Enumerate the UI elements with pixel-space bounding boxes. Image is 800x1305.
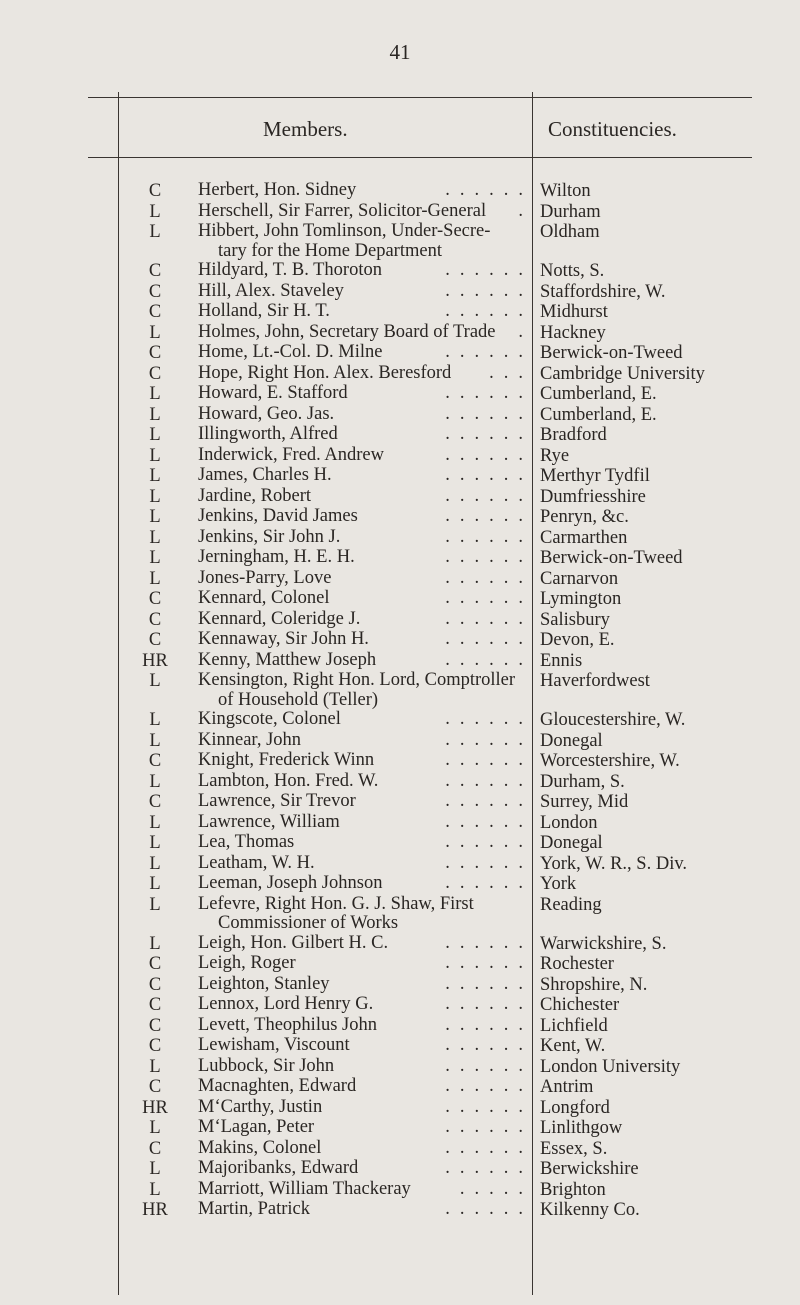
table-row [0,651,800,672]
leader-dots: . [518,200,533,221]
page-number: 41 [389,40,411,64]
party-code: L [149,1056,161,1077]
member-name: Holmes, John, Secretary Board of Trade [198,321,496,342]
member-cell [198,200,533,222]
member-name: Holland, Sir H. T. [198,301,330,321]
member-cell [198,342,533,363]
constituency: Dumfriesshire [540,486,646,507]
member-name-continuation: Commissioner of Works [218,913,399,933]
constituency: Rochester [540,954,614,974]
member-name: Makins, Colonel [198,1137,322,1158]
constituency: Merthyr Tydfil [540,466,650,486]
table-row [0,1057,800,1078]
table-row [0,833,800,854]
constituency: Berwickshire [540,1159,639,1179]
table-row [0,343,800,364]
table-row [0,1036,800,1057]
member-name: Knight, Frederick Winn [198,750,375,770]
constituency: Gloucestershire, W. [540,710,686,730]
member-name: Lambton, Hon. Fred. W. [198,770,379,791]
member-cell [198,873,533,894]
member-cell [198,1137,533,1159]
leader-dots: ...... [445,180,533,200]
member-cell [198,671,528,710]
member-name: Leigh, Hon. Gilbert H. C. [198,932,389,953]
member-name: Herschell, Sir Farrer, Solicitor-General [198,200,487,221]
leader-dots: ...... [445,629,533,649]
constituency: Rye [540,445,570,466]
member-name: Leighton, Stanley [198,973,330,994]
member-name: Kenny, Matthew Joseph [198,649,377,670]
table-row [0,813,800,834]
table-row [0,1159,800,1180]
constituency: Lichfield [540,1015,608,1036]
party-code: C [148,589,162,609]
leader-dots: ...... [445,832,533,852]
constituency: Warwickshire, S. [540,933,667,954]
table-row [0,589,800,610]
member-name: Martin, Patrick [198,1199,311,1219]
table-row [0,1180,800,1201]
constituency: York, W. R., S. Div. [540,853,688,874]
member-cell [198,321,533,343]
members-column-header: Members. [263,117,348,141]
party-code: C [148,974,162,995]
table-row [0,1139,800,1160]
member-cell [198,403,533,425]
member-name: Hibbert, John Tomlinson, Under-Secre- [198,221,491,241]
member-cell [198,1199,533,1220]
party-code: C [148,1138,162,1159]
constituency: Berwick-on-Tweed [540,548,683,568]
party-code: C [148,995,162,1015]
party-code: L [149,1179,161,1200]
member-name: Kingscote, Colonel [198,709,341,729]
member-cell [198,608,533,630]
party-code: L [149,730,161,751]
leader-dots: ..... [459,1178,533,1199]
constituency: Wilton [540,181,591,201]
party-code: L [149,445,161,466]
party-code: L [149,894,161,915]
member-cell [198,588,533,609]
leader-dots: ...... [445,1117,533,1137]
table-row [0,874,800,895]
party-code: C [148,343,162,363]
constituency: Linlithgow [540,1118,623,1138]
party-code: L [149,486,161,507]
leader-dots: ...... [445,301,533,321]
leader-dots: ...... [445,1014,533,1035]
leader-dots: ...... [445,506,533,526]
constituency: Lymington [540,589,622,609]
member-cell [198,973,533,995]
member-cell [198,953,533,974]
table-row [0,282,800,303]
party-code: L [149,384,161,404]
table-top-rule [88,97,752,98]
leader-dots: ...... [445,588,533,608]
party-code: L [149,853,161,874]
party-code: HR [142,1200,168,1220]
member-cell [198,811,533,833]
member-cell [198,547,533,568]
member-name: Home, Lt.-Col. D. Milne [198,342,383,362]
leader-dots: ...... [445,750,533,770]
constituency: London University [540,1056,681,1077]
member-cell [198,1076,533,1097]
party-code: L [149,404,161,425]
party-code: C [148,1015,162,1036]
member-cell [198,832,533,853]
table-row [0,528,800,549]
member-name: Marriott, William Thackeray [198,1178,411,1199]
member-name: Leeman, Joseph Johnson [198,873,383,893]
member-name-continuation: tary for the Home Department [218,240,442,261]
party-code: L [149,833,161,853]
table-row [0,671,800,710]
member-cell [198,222,528,261]
party-code: L [149,548,161,568]
party-code: C [148,363,162,384]
constituency: Devon, E. [540,630,615,650]
member-name: Leigh, Roger [198,953,296,973]
member-cell [198,260,533,281]
leader-dots: ...... [445,973,533,994]
member-cell [198,852,533,874]
leader-dots: ...... [445,424,533,444]
table-row [0,751,800,772]
member-cell [198,180,533,201]
member-name: Illingworth, Alfred [198,424,338,444]
table-row [0,181,800,202]
table-row [0,731,800,752]
party-code: L [149,874,161,894]
table-row [0,548,800,569]
party-code: L [149,710,161,730]
leader-dots: ...... [445,608,533,629]
member-name: Kinnear, John [198,729,302,750]
member-name: Kennard, Coleridge J. [198,608,361,629]
member-cell [198,649,533,671]
constituency: Oldham [540,222,600,242]
table-row [0,1200,800,1221]
party-code: L [149,425,161,445]
party-code: L [149,671,161,691]
leader-dots: ...... [445,1035,533,1055]
member-name: Jerningham, H. E. H. [198,547,355,567]
leader-dots: ...... [445,709,533,729]
constituency: Staffordshire, W. [540,281,666,302]
member-cell [198,1055,533,1077]
member-name: Macnaghten, Edward [198,1076,357,1096]
member-cell [198,567,533,589]
member-name: Kennaway, Sir John H. [198,629,369,649]
leader-dots: ...... [445,932,533,953]
table-row [0,854,800,875]
constituency: Kent, W. [540,1036,606,1056]
leader-dots: ...... [445,567,533,588]
table-row [0,934,800,955]
member-name: Kensington, Right Hon. Lord, Comptroller [198,670,516,690]
constituency: Cumberland, E. [540,404,657,425]
table-row [0,710,800,731]
party-code: L [149,1118,161,1138]
member-name: Hildyard, T. B. Thoroton [198,260,382,280]
constituency: Berwick-on-Tweed [540,343,683,363]
constituency: Penryn, &c. [540,507,629,527]
table-row [0,261,800,282]
member-cell [198,1014,533,1036]
member-cell [198,526,533,548]
member-name: Lennox, Lord Henry G. [198,994,374,1014]
leader-dots: ...... [445,444,533,465]
constituency: Donegal [540,730,603,751]
member-cell [198,932,533,954]
member-cell [198,465,533,486]
constituency: Donegal [540,833,603,853]
member-name: Hill, Alex. Staveley [198,280,344,301]
party-code: C [148,261,162,281]
member-name: Levett, Theophilus John [198,1014,377,1035]
member-cell [198,1178,533,1200]
party-code: HR [142,1097,168,1118]
constituency: Essex, S. [540,1138,608,1159]
member-name: Lefevre, Right Hon. G. J. Shaw, First [198,893,474,914]
member-cell [198,1035,533,1056]
member-cell [198,301,533,322]
member-cell [198,362,533,384]
table-row [0,364,800,385]
party-code: C [148,281,162,302]
table-row [0,202,800,223]
leader-dots: ... [489,362,533,383]
party-code: C [148,1036,162,1056]
leader-dots: ...... [445,791,533,811]
table-row [0,487,800,508]
table-row [0,569,800,590]
party-code: C [148,792,162,812]
member-name: Majoribanks, Edward [198,1158,359,1178]
member-name: M‘Carthy, Justin [198,1096,323,1117]
member-name: Herbert, Hon. Sidney [198,180,357,200]
constituency: Cambridge University [540,363,705,384]
member-name: Jones-Parry, Love [198,567,332,588]
constituency: Reading [540,894,602,915]
leader-dots: ...... [445,729,533,750]
party-code: C [148,181,162,201]
header-bottom-rule [88,157,752,158]
party-code: C [148,302,162,322]
member-name: Inderwick, Fred. Andrew [198,444,384,465]
party-code: L [149,527,161,548]
table-row [0,995,800,1016]
table-row [0,772,800,793]
party-code: L [149,222,161,242]
member-cell [198,770,533,792]
member-cell [198,1158,533,1179]
member-cell [198,506,533,527]
constituency: Worcestershire, W. [540,751,680,771]
constituency: Durham [540,201,601,222]
constituency: London [540,812,598,833]
member-name: M‘Lagan, Peter [198,1117,315,1137]
constituency: Ennis [540,650,583,671]
leader-dots: ...... [445,1137,533,1158]
party-code: L [149,1159,161,1179]
members-table-body [0,181,800,1221]
constituency: Chichester [540,995,620,1015]
constituency: Durham, S. [540,771,625,792]
table-row [0,405,800,426]
table-row [0,1016,800,1037]
member-name: Jardine, Robert [198,485,312,506]
table-row [0,954,800,975]
member-cell [198,383,533,404]
leader-dots: ...... [445,1096,533,1117]
member-name: Howard, Geo. Jas. [198,403,335,424]
leader-dots: ...... [445,260,533,280]
leader-dots: ...... [445,994,533,1014]
constituency: Shropshire, N. [540,974,648,995]
member-name: Jenkins, Sir John J. [198,526,341,547]
party-code: C [148,751,162,771]
table-row [0,507,800,528]
constituency: Haverfordwest [540,671,650,691]
leader-dots: ...... [445,1055,533,1076]
party-code: C [148,954,162,974]
leader-dots: ...... [445,485,533,506]
member-cell [198,994,533,1015]
table-row [0,302,800,323]
party-code: HR [142,650,168,671]
member-name: Lewisham, Viscount [198,1035,350,1055]
leader-dots: ...... [445,649,533,670]
leader-dots: ...... [445,1076,533,1096]
leader-dots: ...... [445,1199,533,1219]
table-row [0,466,800,487]
constituency: Cumberland, E. [540,384,657,404]
constituency: Hackney [540,322,606,343]
table-row [0,610,800,631]
member-cell [198,750,533,771]
constituencies-column-header: Constituencies. [548,117,677,141]
table-row [0,446,800,467]
leader-dots: ...... [445,280,533,301]
member-name: Howard, E. Stafford [198,383,348,403]
party-code: L [149,771,161,792]
member-cell [198,280,533,302]
member-name: Jenkins, David James [198,506,358,526]
table-row [0,792,800,813]
table-row [0,1098,800,1119]
member-cell [198,444,533,466]
constituency: Longford [540,1097,610,1118]
member-cell [198,895,528,934]
table-row [0,630,800,651]
constituency: Midhurst [540,302,608,322]
table-row [0,975,800,996]
party-code: L [149,812,161,833]
leader-dots: ...... [445,770,533,791]
leader-dots: ...... [445,465,533,485]
table-row [0,895,800,934]
member-cell [198,729,533,751]
member-name: James, Charles H. [198,465,332,485]
member-name: Lawrence, Sir Trevor [198,791,356,811]
constituency: Carnarvon [540,568,619,589]
leader-dots: ...... [445,953,533,973]
leader-dots: ...... [445,811,533,832]
member-name: Kennard, Colonel [198,588,330,608]
leader-dots: ...... [445,526,533,547]
constituency: Carmarthen [540,527,628,548]
leader-dots: . [518,321,533,342]
leader-dots: ...... [445,852,533,873]
member-cell [198,1096,533,1118]
member-name: Lubbock, Sir John [198,1055,335,1076]
table-row [0,425,800,446]
party-code: C [148,609,162,630]
member-name: Leatham, W. H. [198,852,315,873]
constituency: Surrey, Mid [540,792,629,812]
member-cell [198,1117,533,1138]
member-name: Hope, Right Hon. Alex. Beresford [198,362,452,383]
member-name: Lea, Thomas [198,832,295,852]
member-cell [198,629,533,650]
constituency: York [540,874,577,894]
constituency: Kilkenny Co. [540,1200,640,1220]
party-code: C [148,1077,162,1097]
member-cell [198,791,533,812]
party-code: L [149,933,161,954]
party-code: C [148,630,162,650]
member-name-continuation: of Household (Teller) [218,689,379,710]
table-row [0,1118,800,1139]
table-row [0,384,800,405]
leader-dots: ...... [445,1158,533,1178]
leader-dots: ...... [445,403,533,424]
party-code: L [149,201,161,222]
member-cell [198,709,533,730]
constituency: Antrim [540,1077,594,1097]
member-name: Lawrence, William [198,811,340,832]
member-cell [198,485,533,507]
table-row [0,323,800,344]
party-code: L [149,322,161,343]
leader-dots: ...... [445,547,533,567]
constituency: Salisbury [540,609,610,630]
party-code: L [149,568,161,589]
party-code: L [149,466,161,486]
constituency: Bradford [540,425,607,445]
leader-dots: ...... [445,383,533,403]
party-code: L [149,507,161,527]
constituency: Notts, S. [540,261,605,281]
member-cell [198,424,533,445]
constituency: Brighton [540,1179,606,1200]
table-row [0,1077,800,1098]
table-row [0,222,800,261]
leader-dots: ...... [445,342,533,362]
leader-dots: ...... [445,873,533,893]
